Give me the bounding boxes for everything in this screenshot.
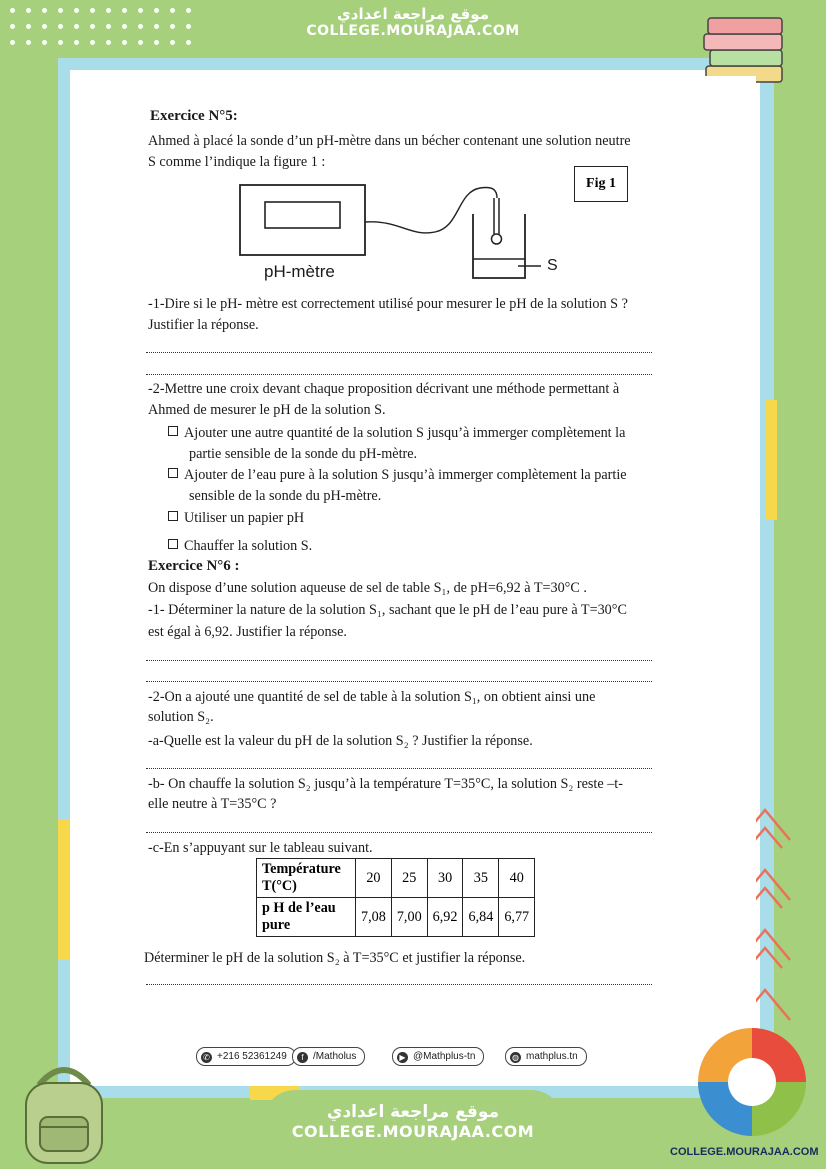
decorative-dot [138, 8, 143, 13]
social-facebook[interactable]: f /Matholus [292, 1047, 365, 1066]
decorative-dot [170, 24, 175, 29]
exercise-5-title: Exercice N°5: [150, 108, 238, 124]
decorative-dot [74, 24, 79, 29]
decorative-dot [26, 8, 31, 13]
ph-meter-label: pH-mètre [264, 262, 335, 281]
ex6-question-2b: -b- On chauffe la solution S₂ jusqu’à la température T=35°C, la solution S₂ reste –t- [148, 776, 623, 792]
decorative-dot [74, 40, 79, 45]
decorative-dot [138, 24, 143, 29]
site-logo-icon [694, 1024, 810, 1142]
table-cell: 40 [499, 859, 535, 898]
table-cell: 7,08 [356, 898, 392, 937]
decorative-dot [90, 8, 95, 13]
table-cell: 35 [463, 859, 499, 898]
table-cell: 20 [356, 859, 392, 898]
globe-icon: ◍ [510, 1052, 521, 1063]
decorative-dots [10, 8, 200, 53]
social-phone[interactable]: ✆ +216 52361249 [196, 1047, 296, 1066]
table-row [257, 898, 535, 937]
answer-line[interactable] [146, 374, 652, 375]
ex5-question-2: -2-Mettre une croix devant chaque proposition décrivant une méthode permettant à [148, 381, 620, 397]
ex5-question-1: Justifier la réponse. [148, 317, 259, 333]
table-cell: 6,77 [499, 898, 535, 937]
site-arabic-name: موقع مراجعة اعدادي [326, 1102, 500, 1122]
decorative-dot [170, 40, 175, 45]
ex5-option-2: sensible de la sonde du pH-mètre. [189, 488, 382, 504]
decorative-dot [170, 8, 175, 13]
answer-line[interactable] [146, 352, 652, 353]
social-web[interactable]: ◍ mathplus.tn [505, 1047, 587, 1066]
decorative-dot [106, 8, 111, 13]
ex5-question-1: -1-Dire si le pH- mètre est correctement utilisé pour mesurer le pH de la solution S ? [148, 296, 628, 312]
table-header: p H de l’eau pure [257, 898, 356, 937]
ex5-option-1: partie sensible de la sonde du pH-mètre. [189, 446, 418, 462]
table-header: Température T(°C) [257, 859, 356, 898]
figure-label: Fig 1 [574, 166, 628, 202]
ex5-option-2[interactable]: Ajouter de l’eau pure à la solution S jusqu’à immerger complètement la partie [168, 467, 627, 484]
table-cell: 6,84 [463, 898, 499, 937]
site-domain: COLLEGE.MOURAJAA.COM [291, 1122, 535, 1141]
ex6-question-2b: elle neutre à T=35°C ? [148, 796, 277, 812]
site-domain: COLLEGE.MOURAJAA.COM [306, 23, 520, 39]
decorative-dot [106, 24, 111, 29]
frame-accent [765, 400, 777, 520]
exercise-6-title: Exercice N°6 : [148, 558, 240, 574]
decorative-dot [26, 24, 31, 29]
ex6-question-2: -2-On a ajouté une quantité de sel de table à la solution S₁, on obtient ainsi une [148, 689, 596, 705]
decorative-dot [10, 24, 15, 29]
decorative-dot [122, 40, 127, 45]
answer-line[interactable] [146, 832, 652, 833]
decorative-dot [10, 8, 15, 13]
social-youtube[interactable]: ▶ @Mathplus-tn [392, 1047, 484, 1066]
table-row [257, 859, 535, 898]
decorative-dot [74, 8, 79, 13]
decorative-dot [58, 8, 63, 13]
checkbox[interactable] [168, 511, 178, 521]
ex6-question-2: solution S₂. [148, 709, 214, 725]
logo-caption: COLLEGE.MOURAJAA.COM [670, 1146, 819, 1158]
site-banner-bottom[interactable] [263, 1090, 563, 1160]
site-arabic-name: موقع مراجعة اعدادي [337, 5, 489, 23]
decorative-dot [186, 24, 191, 29]
decorative-dot [42, 8, 47, 13]
table-cell: 25 [391, 859, 427, 898]
decorative-dot [138, 40, 143, 45]
facebook-icon: f [297, 1052, 308, 1063]
ex6-intro: On dispose d’une solution aqueuse de sel de table S₁, de pH=6,92 à T=30°C . [148, 580, 587, 596]
decorative-dot [186, 40, 191, 45]
table-cell: 6,92 [427, 898, 463, 937]
table-cell: 7,00 [391, 898, 427, 937]
decorative-dot [90, 24, 95, 29]
ex6-question-2c: -c-En s’appuyant sur le tableau suivant. [148, 840, 373, 856]
youtube-icon: ▶ [397, 1052, 408, 1063]
ex5-intro-line: Ahmed à placé la sonde d’un pH-mètre dans un bécher contenant une solution neutre [148, 133, 631, 149]
decorative-dot [10, 40, 15, 45]
decorative-dot [42, 24, 47, 29]
decorative-dot [154, 40, 159, 45]
decorative-dot [58, 40, 63, 45]
decorative-dot [26, 40, 31, 45]
decorative-dot [90, 40, 95, 45]
decorative-dot [154, 8, 159, 13]
ex6-question-1: -1- Déterminer la nature de la solution S₁, sachant que le pH de l’eau pure à T=30°C [148, 602, 627, 618]
ex6-question-2a: -a-Quelle est la valeur du pH de la solution S₂ ? Justifier la réponse. [148, 733, 533, 749]
backpack-icon [14, 1055, 114, 1167]
ex6-final-question: Déterminer le pH de la solution S₂ à T=35°C et justifier la réponse. [144, 950, 526, 966]
table-cell: 30 [427, 859, 463, 898]
decorative-dot [106, 40, 111, 45]
ex5-intro-line: S comme l’indique la figure 1 : [148, 154, 326, 170]
decorative-dot [58, 24, 63, 29]
checkbox[interactable] [168, 468, 178, 478]
ex5-option-3[interactable]: Utiliser un papier pH [168, 510, 304, 527]
ex5-option-1[interactable]: Ajouter une autre quantité de la solution S jusqu’à immerger complètement la [168, 425, 625, 442]
decorative-dot [186, 8, 191, 13]
ex5-option-4[interactable]: Chauffer la solution S. [168, 538, 312, 555]
decorative-dot [154, 24, 159, 29]
solution-s-label: S [547, 257, 558, 274]
answer-line[interactable] [146, 768, 652, 769]
whatsapp-icon: ✆ [201, 1052, 212, 1063]
frame-accent [58, 820, 70, 960]
answer-line[interactable] [146, 660, 652, 661]
decorative-dot [122, 8, 127, 13]
ex6-question-1: est égal à 6,92. Justifier la réponse. [148, 624, 347, 640]
ph-temperature-table [256, 858, 535, 937]
answer-line[interactable] [146, 681, 652, 682]
decorative-dot [122, 24, 127, 29]
ex5-question-2: Ahmed de mesurer le pH de la solution S. [148, 402, 386, 418]
site-banner-top[interactable] [263, 0, 563, 58]
checkbox[interactable] [168, 539, 178, 549]
checkbox[interactable] [168, 426, 178, 436]
answer-line[interactable] [146, 984, 652, 985]
decorative-dot [42, 40, 47, 45]
